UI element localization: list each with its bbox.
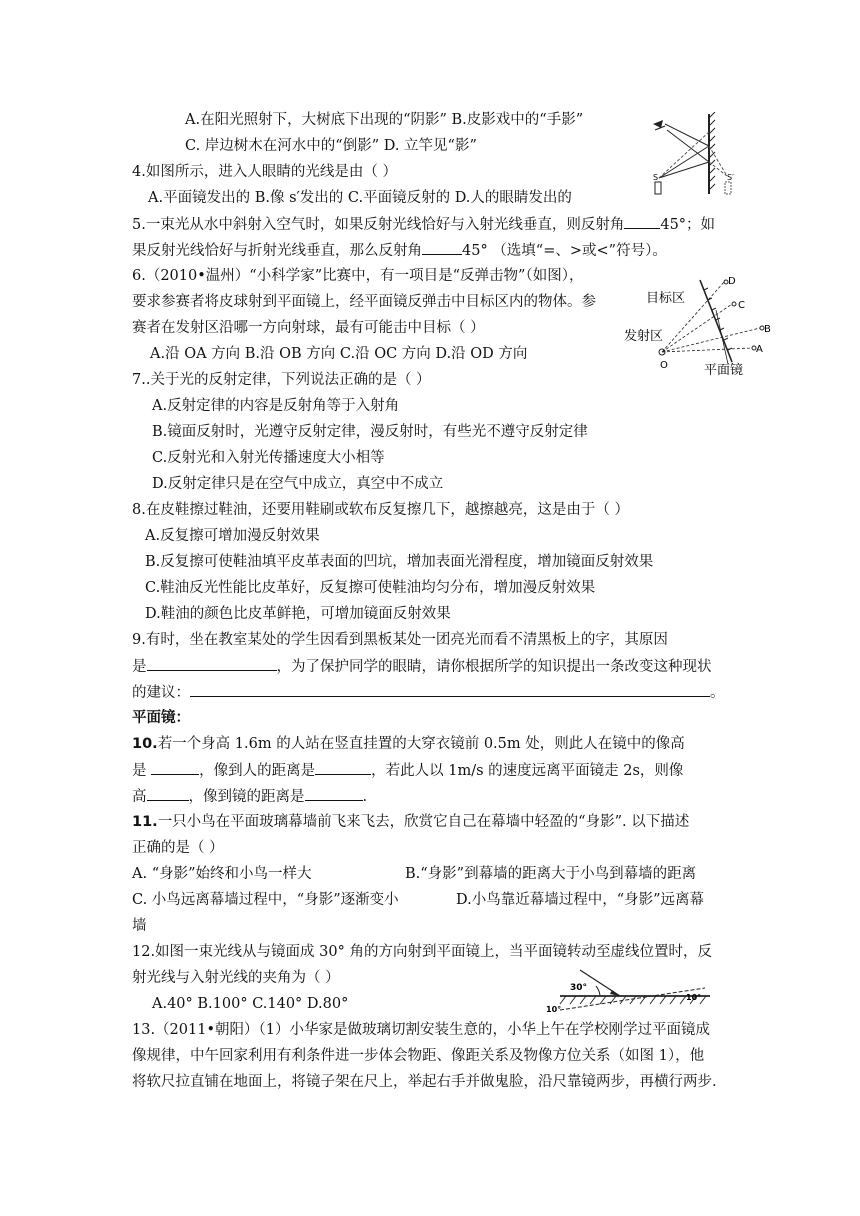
q10-text-a: 是 <box>132 763 152 779</box>
label-s-prime: S′ <box>727 173 734 182</box>
q10-line-2 <box>132 760 683 781</box>
q7-option-d: D.反射定律只是在空气中成立，真空中不成立 <box>152 476 444 492</box>
q4-options: A.平面镜发出的 B.像 s′发出的 C.平面镜反射的 D.人的眼睛发出的 <box>148 190 572 206</box>
q10-text-c: ，若此人以 1m/s 的速度远离平面镜走 2s，则像 <box>371 763 684 779</box>
q11-option-c: C. 小鸟远离幕墙过程中，“身影”逐渐变小 <box>132 892 399 908</box>
answer-blank[interactable] <box>305 786 363 801</box>
q12-line-2: 射光线与入射光线的夹角为（ ） <box>132 970 340 986</box>
q8-stem: 8.在皮鞋擦过鞋油，还要用鞋刷或软布反复擦几下，越擦越亮，这是由于（ ） <box>132 502 629 518</box>
q5-line-1 <box>132 214 715 235</box>
label-target-zone: 目标区 <box>646 291 686 306</box>
q13-line-2: 像规律，中午回家利用有利条件进一步体会物距、像距关系及物像方位关系（如图 1），他 <box>132 1048 705 1064</box>
q11-option-a: A. “身影”始终和小鸟一样大 <box>132 866 312 882</box>
q10-text-e: ，像到镜的距离是 <box>188 789 305 805</box>
label-c: C <box>738 300 745 311</box>
q9-text-b: ，为了保护同学的眼睛，请你根据所学的知识提出一条改变这种现状 <box>276 659 712 675</box>
q7-option-a: A.反射定律的内容是反射角等于入射角 <box>152 398 400 414</box>
q11-option-b: B.“身影”到幕墙的距离大于小鸟到幕墙的距离 <box>405 866 697 882</box>
q3-option-line-2: C. 岸边树木在河水中的“倒影” D. 立竿见“影” <box>185 138 477 154</box>
q5-text-d: 45° （选填“=、>或<”符号）。 <box>462 243 667 259</box>
q6-line-3: 赛者在发射区沿哪一方向射球，最有可能击中目标（ ） <box>132 320 485 336</box>
q11-number: 11. <box>132 814 158 830</box>
q11-line-2: 正确的是（ ） <box>132 840 224 856</box>
answer-blank[interactable] <box>624 214 660 229</box>
q11-text: 一只小鸟在平面玻璃幕墙前飞来飞去，欣赏它自己在幕墙中轻盈的“身影”. 以下描述 <box>157 814 690 830</box>
q6-rebound-figure <box>620 270 790 380</box>
label-angle-10-right: 10° <box>686 993 702 1002</box>
answer-blank[interactable] <box>151 760 199 775</box>
label-o: O <box>660 360 668 371</box>
q11-option-d-cont: 墙 <box>132 918 147 934</box>
q10-text: 若一个身高 1.6m 的人站在竖直挂置的大穿衣镜前 0.5m 处，则此人在镜中的像高 <box>157 736 685 752</box>
q7-option-c: C.反射光和入射光传播速度大小相等 <box>152 450 385 466</box>
section-title: 平面镜： <box>132 710 190 726</box>
q8-option-c: C.鞋油反光性能比皮革好，反复擦可使鞋油均匀分布，增加漫反射效果 <box>145 580 596 596</box>
answer-blank[interactable] <box>315 760 371 775</box>
q8-option-d: D.鞋油的颜色比皮革鲜艳，可增加镜面反射效果 <box>145 606 451 622</box>
q4-mirror-figure <box>645 112 740 202</box>
q10-text-d: 高 <box>132 789 147 805</box>
q9-text-a: 是 <box>132 659 147 675</box>
q5-text-c: 果反射光线恰好与折射光线垂直，那么反射角 <box>132 243 422 259</box>
q12-line-1: 12.如图一束光线从与镜面成 30° 角的方向射到平面镜上，当平面镜转动至虚线位置时，反 <box>132 944 712 960</box>
label-angle-30: 30° <box>570 983 588 993</box>
answer-blank[interactable] <box>190 682 710 697</box>
q7-option-b: B.镜面反射时，光遵守反射定律，漫反射时，有些光不遵守反射定律 <box>152 424 588 440</box>
q8-option-b: B.反复擦可使鞋油填平皮革表面的凹坑，增加表面光滑程度，增加镜面反射效果 <box>145 554 654 570</box>
q11-line-1 <box>132 812 689 832</box>
q9-line-3 <box>132 682 725 703</box>
q10-text-b: ，像到人的距离是 <box>199 763 316 779</box>
label-b: B <box>764 324 771 335</box>
q3-option-line-1: A.在阳光照射下，大树底下出现的“阴影” B.皮影戏中的“手影” <box>185 112 584 128</box>
q6-line-1: 6.（2010•温州）“小科学家”比赛中，有一项目是“反弹击物”（如图）， <box>132 268 584 284</box>
q12-mirror-figure <box>540 966 720 1016</box>
answer-blank[interactable] <box>147 656 277 671</box>
label-launch-zone: 发射区 <box>624 329 664 344</box>
q13-line-3: 将软尺拉直铺在地面上，将镜子架在尺上，举起右手并做鬼脸，沿尺靠镜两步，再横行两步. <box>132 1074 717 1090</box>
q5-line-2 <box>132 240 667 261</box>
q10-line-1 <box>132 734 685 754</box>
label-angle-10-left: 10° <box>546 1005 562 1014</box>
q10-number: 10. <box>132 736 158 752</box>
q5-text-a: 5.一束光从水中斜射入空气时，如果反射光线恰好与入射光线垂直，则反射角 <box>132 217 625 233</box>
q8-option-a: A.反复擦可增加漫反射效果 <box>145 528 320 544</box>
q9-text-c: 的建议： <box>132 685 190 701</box>
q7-stem: 7..关于光的反射定律，下列说法正确的是（ ） <box>132 372 431 388</box>
q11-option-d: D.小鸟靠近幕墙过程中，“身影”远离幕 <box>456 892 705 908</box>
q10-text-f: . <box>362 789 368 805</box>
q6-options: A.沿 OA 方向 B.沿 OB 方向 C.沿 OC 方向 D.沿 OD 方向 <box>150 346 528 362</box>
q9-text-d: 。 <box>710 685 725 701</box>
label-a: A <box>756 344 763 355</box>
q4-stem: 4.如图所示，进入人眼睛的光线是由（ ） <box>132 164 397 180</box>
q5-text-b: 45°；如 <box>660 217 716 233</box>
q6-line-2: 要求参赛者将皮球射到平面镜上，经平面镜反弹击中目标区内的物体。参 <box>132 294 596 310</box>
eye-icon <box>653 120 665 130</box>
answer-blank[interactable] <box>147 786 189 801</box>
q10-line-3 <box>132 786 367 807</box>
label-s: S <box>653 173 659 182</box>
label-d: D <box>728 276 736 287</box>
q9-line-2 <box>132 656 712 677</box>
answer-blank[interactable] <box>422 240 462 255</box>
q13-line-1: 13.（2011•朝阳）（1）小华家是做玻璃切割安装生意的，小华上午在学校刚学过平面镜成 <box>132 1022 710 1038</box>
q12-options: A.40° B.100° C.140° D.80° <box>152 996 349 1012</box>
label-mirror: 平面镜 <box>704 363 744 378</box>
q9-line-1: 9.有时，坐在教室某处的学生因看到黑板某处一团亮光而看不清黑板上的字，其原因 <box>132 632 668 648</box>
